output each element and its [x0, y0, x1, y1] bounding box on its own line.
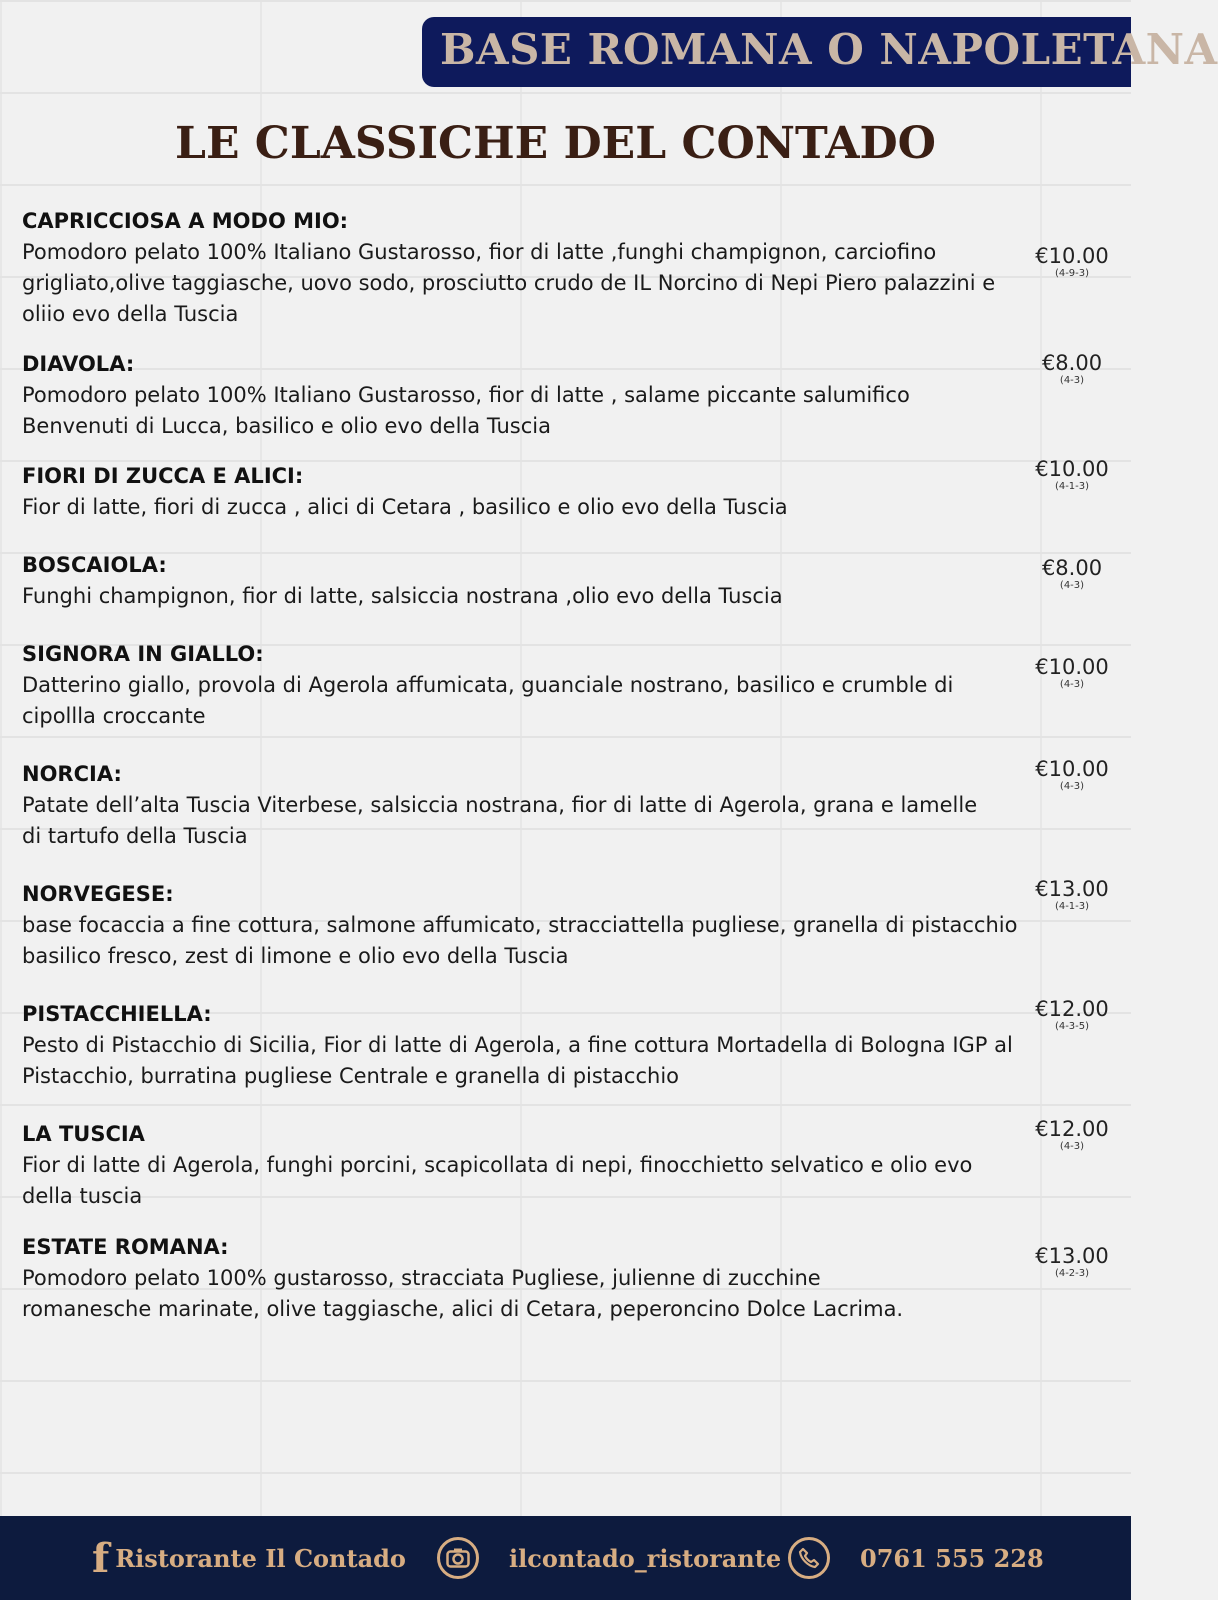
price-block	[1022, 1117, 1122, 1153]
instagram-link[interactable]	[437, 1516, 781, 1600]
item-allergens: (4-3)	[1059, 1141, 1085, 1152]
item-name: BOSCAIOLA:	[22, 553, 167, 577]
item-allergens: (4-9-3)	[1054, 268, 1090, 279]
item-name: PISTACCHIELLA:	[22, 1002, 212, 1026]
item-price: €10.00	[1035, 655, 1109, 679]
item-price: €10.00	[1035, 244, 1109, 268]
item-allergens: (4-3-5)	[1054, 1021, 1090, 1032]
item-price: €10.00	[1035, 757, 1109, 781]
footer	[0, 1516, 1131, 1600]
facebook-label: Ristorante Il Contado	[115, 1543, 406, 1573]
banner-text: BASE ROMANA O NAPOLETANA	[440, 25, 1218, 74]
menu-item	[22, 759, 1122, 852]
item-allergens: (4-3)	[1059, 679, 1085, 690]
price-block	[1022, 244, 1122, 280]
item-price: €12.00	[1035, 997, 1109, 1021]
menu-item	[22, 1119, 1122, 1212]
phone-link[interactable]	[788, 1516, 1044, 1600]
item-name: SIGNORA IN GIALLO:	[22, 642, 264, 666]
item-allergens: (4-2-3)	[1054, 1268, 1090, 1279]
item-name: DIAVOLA:	[22, 352, 135, 376]
item-price: €10.00	[1035, 457, 1109, 481]
item-price: €13.00	[1035, 877, 1109, 901]
item-allergens: (4-3)	[1059, 375, 1085, 386]
item-allergens: (4-3)	[1059, 580, 1085, 591]
item-description: Pomodoro pelato 100% Italiano Gustarosso, fior di latte ,funghi champignon, carciofino grigliato,olive taggiasche, uovo sodo, prosciutto crudo de IL Norcino di Nepi Piero palazzini e oliio evo della Tuscia	[22, 240, 996, 326]
item-description: Pomodoro pelato 100% Italiano Gustarosso, fior di latte , salame piccante salumifico Benvenuti di Lucca, basilico e olio evo della Tuscia	[22, 383, 910, 438]
menu-item	[22, 206, 1122, 330]
menu-item	[22, 457, 1122, 523]
item-name: ESTATE ROMANA:	[22, 1235, 229, 1259]
price-block	[1022, 457, 1122, 493]
item-description: Datterino giallo, provola di Agerola affumicata, guanciale nostrano, basilico e crumble di cipollla croccante	[22, 673, 954, 728]
facebook-link[interactable]	[92, 1516, 406, 1600]
menu-item	[22, 349, 1122, 442]
item-allergens: (4-1-3)	[1054, 481, 1090, 492]
item-name: CAPRICCIOSA A MODO MIO:	[22, 209, 349, 233]
phone-label: 0761 555 228	[860, 1543, 1044, 1573]
base-banner	[422, 17, 1218, 87]
price-block	[1022, 997, 1122, 1033]
menu-item	[22, 550, 1122, 612]
menu-item	[22, 1232, 1122, 1325]
price-block	[1022, 655, 1122, 691]
item-description: Fior di latte, fiori di zucca , alici di Cetara , basilico e olio evo della Tuscia	[22, 495, 788, 519]
price-block	[1022, 877, 1122, 913]
menu-item	[22, 999, 1122, 1092]
item-price: €8.00	[1041, 556, 1103, 580]
item-description: Fior di latte di Agerola, funghi porcini, scapicollata di nepi, finocchietto selvatico e olio evo della tuscia	[22, 1153, 973, 1208]
item-name: NORCIA:	[22, 762, 122, 786]
instagram-icon	[437, 1537, 479, 1579]
facebook-icon: f	[92, 1534, 110, 1582]
price-block	[1022, 351, 1122, 387]
item-price: €13.00	[1035, 1244, 1109, 1268]
item-description: base focaccia a fine cottura, salmone affumicato, stracciattella pugliese, granella di pistacchio basilico fresco, zest di limone e olio evo della Tuscia	[22, 913, 1018, 968]
item-name: FIORI DI ZUCCA E ALICI:	[22, 464, 304, 488]
price-block	[1022, 556, 1122, 592]
item-description: Pomodoro pelato 100% gustarosso, stracciata Pugliese, julienne di zucchine romanesche marinate, olive taggiasche, alici di Cetara, peperoncino Dolce Lacrima.	[22, 1266, 904, 1321]
page-title: LE CLASSICHE DEL CONTADO	[175, 118, 936, 169]
price-block	[1022, 1244, 1122, 1280]
phone-icon	[788, 1537, 830, 1579]
item-description: Patate dell’alta Tuscia Viterbese, salsiccia nostrana, fior di latte di Agerola, grana e lamelle di tartufo della Tuscia	[22, 793, 978, 848]
price-block	[1022, 757, 1122, 793]
menu-item	[22, 879, 1122, 972]
menu-item	[22, 639, 1122, 732]
item-description: Funghi champignon, fior di latte, salsiccia nostrana ,olio evo della Tuscia	[22, 584, 783, 608]
item-description: Pesto di Pistacchio di Sicilia, Fior di latte di Agerola, a fine cottura Mortadella di Bologna IGP al Pistacchio, burratina pugliese Centrale e granella di pistacchio	[22, 1033, 1013, 1088]
item-allergens: (4-3)	[1059, 781, 1085, 792]
item-price: €8.00	[1041, 351, 1103, 375]
item-name: NORVEGESE:	[22, 882, 174, 906]
instagram-label: ilcontado_ristorante	[509, 1543, 782, 1573]
item-name: LA TUSCIA	[22, 1122, 145, 1146]
item-price: €12.00	[1035, 1117, 1109, 1141]
menu-list	[22, 206, 1122, 1343]
item-allergens: (4-1-3)	[1054, 901, 1090, 912]
